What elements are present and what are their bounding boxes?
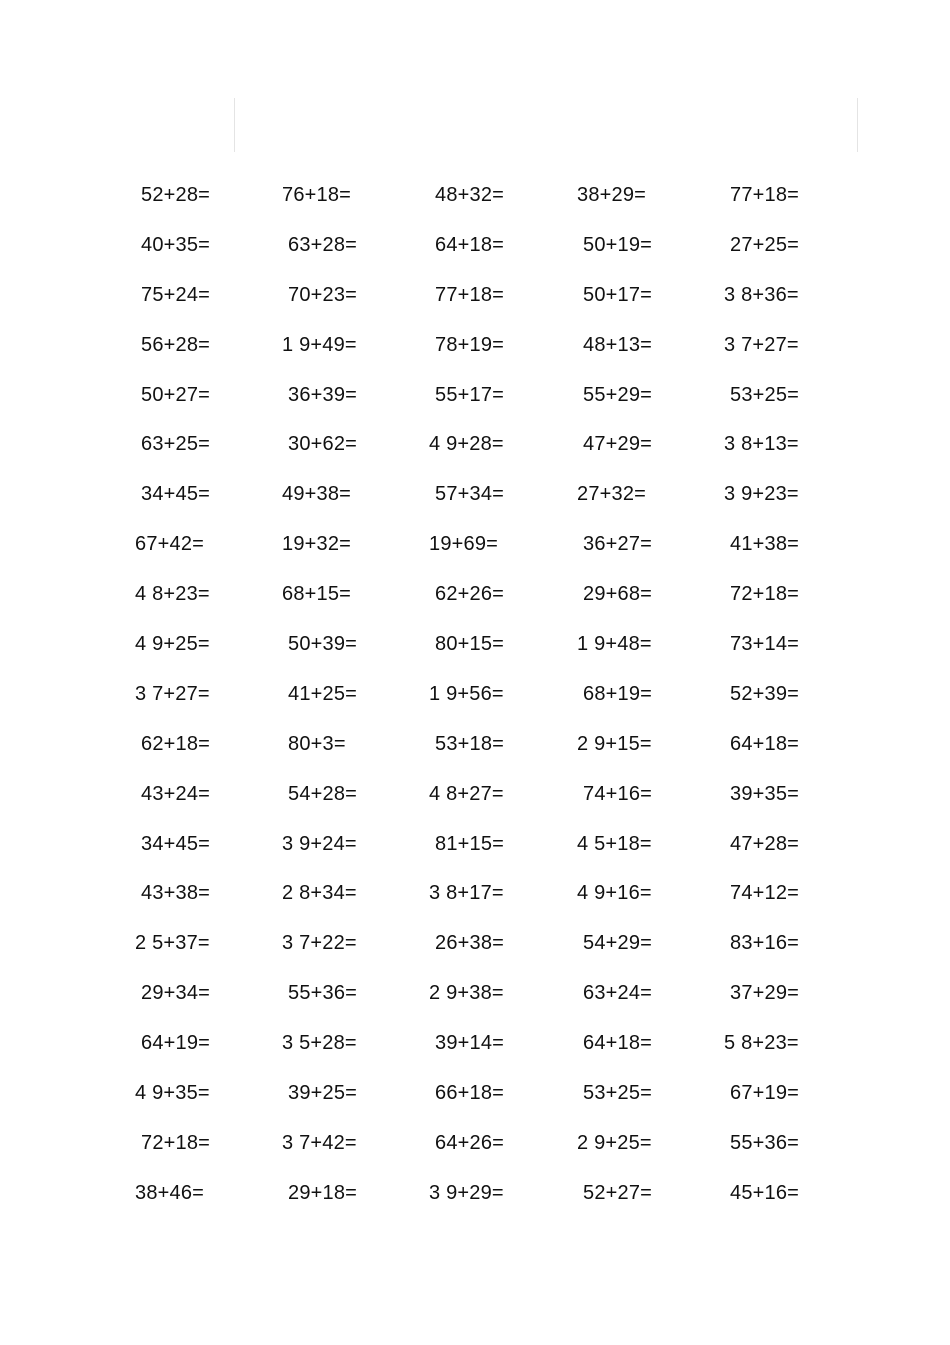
problem-row	[0, 370, 950, 420]
addition-problem: 41+38=	[730, 533, 800, 556]
addition-problem: 48+32=	[435, 184, 505, 206]
problem-row	[0, 918, 950, 968]
addition-problem: 54+28=	[288, 782, 358, 805]
addition-problem: 4 9+25=	[135, 633, 210, 656]
addition-problem: 37+29=	[730, 982, 800, 1005]
addition-problem: 67+42=	[135, 533, 205, 556]
addition-problem: 19+69=	[429, 533, 499, 556]
addition-problem: 5 8+23=	[724, 1032, 799, 1055]
addition-problem: 3 7+42=	[282, 1131, 357, 1154]
addition-problem: 2 5+37=	[135, 932, 210, 955]
problem-row	[0, 719, 950, 769]
problem-row	[0, 1018, 950, 1068]
addition-problem: 45+16=	[730, 1181, 800, 1204]
addition-problem: 70+23=	[288, 283, 358, 306]
addition-problem: 80+15=	[435, 633, 505, 656]
addition-problem: 64+18=	[730, 732, 800, 755]
addition-problem: 3 5+28=	[282, 1032, 357, 1055]
addition-worksheet	[0, 170, 950, 1218]
addition-problem: 30+62=	[288, 433, 358, 456]
addition-problem: 48+13=	[583, 333, 653, 356]
addition-problem: 3 8+36=	[724, 283, 799, 306]
problem-row	[0, 519, 950, 569]
addition-problem: 62+18=	[141, 732, 211, 755]
addition-problem: 43+24=	[141, 782, 211, 805]
addition-problem: 63+25=	[141, 433, 211, 456]
addition-problem: 68+19=	[583, 682, 653, 705]
problem-row	[0, 220, 950, 270]
addition-problem: 3 8+13=	[724, 433, 799, 456]
addition-problem: 78+19=	[435, 333, 505, 356]
addition-problem: 80+3=	[288, 732, 346, 755]
addition-problem: 1 9+49=	[282, 333, 357, 356]
addition-problem: 49+38=	[282, 483, 352, 506]
addition-problem: 72+18=	[730, 583, 800, 606]
addition-problem: 64+18=	[435, 233, 505, 256]
addition-problem: 77+18=	[435, 283, 505, 306]
addition-problem: 4 8+23=	[135, 583, 210, 606]
addition-problem: 2 9+25=	[577, 1131, 652, 1154]
addition-problem: 52+39=	[730, 682, 800, 705]
addition-problem: 72+18=	[141, 1131, 211, 1154]
addition-problem: 76+18=	[282, 184, 352, 206]
addition-problem: 2 8+34=	[282, 882, 357, 905]
addition-problem: 3 7+27=	[135, 682, 210, 705]
addition-problem: 56+28=	[141, 333, 211, 356]
addition-problem: 38+46=	[135, 1181, 205, 1204]
addition-problem: 4 5+18=	[577, 832, 652, 855]
problem-row	[0, 569, 950, 619]
addition-problem: 62+26=	[435, 583, 505, 606]
addition-problem: 73+14=	[730, 633, 800, 656]
addition-problem: 66+18=	[435, 1082, 505, 1105]
addition-problem: 68+15=	[282, 583, 352, 606]
addition-problem: 4 9+28=	[429, 433, 504, 456]
problem-row	[0, 669, 950, 719]
addition-problem: 81+15=	[435, 832, 505, 855]
addition-problem: 29+34=	[141, 982, 211, 1005]
addition-problem: 1 9+48=	[577, 633, 652, 656]
addition-problem: 2 9+38=	[429, 982, 504, 1005]
addition-problem: 3 8+17=	[429, 882, 504, 905]
problem-row	[0, 170, 950, 220]
addition-problem: 26+38=	[435, 932, 505, 955]
addition-problem: 34+45=	[141, 832, 211, 855]
problem-row	[0, 419, 950, 469]
addition-problem: 3 9+29=	[429, 1181, 504, 1204]
addition-problem: 64+26=	[435, 1131, 505, 1154]
addition-problem: 77+18=	[730, 184, 800, 206]
addition-problem: 55+36=	[730, 1131, 800, 1154]
addition-problem: 47+28=	[730, 832, 800, 855]
addition-problem: 34+45=	[141, 483, 211, 506]
addition-problem: 29+68=	[583, 583, 653, 606]
problem-row	[0, 819, 950, 869]
addition-problem: 38+29=	[577, 184, 647, 206]
addition-problem: 54+29=	[583, 932, 653, 955]
problem-row	[0, 1168, 950, 1218]
problem-row	[0, 320, 950, 370]
problem-row	[0, 968, 950, 1018]
addition-problem: 74+12=	[730, 882, 800, 905]
addition-problem: 55+29=	[583, 383, 653, 406]
addition-problem: 57+34=	[435, 483, 505, 506]
addition-problem: 63+28=	[288, 233, 358, 256]
addition-problem: 63+24=	[583, 982, 653, 1005]
addition-problem: 75+24=	[141, 283, 211, 306]
addition-problem: 55+17=	[435, 383, 505, 406]
addition-problem: 29+18=	[288, 1181, 358, 1204]
problem-row	[0, 270, 950, 320]
addition-problem: 40+35=	[141, 233, 211, 256]
addition-problem: 67+19=	[730, 1082, 800, 1105]
addition-problem: 3 9+24=	[282, 832, 357, 855]
addition-problem: 83+16=	[730, 932, 800, 955]
addition-problem: 53+25=	[583, 1082, 653, 1105]
addition-problem: 74+16=	[583, 782, 653, 805]
addition-problem: 4 9+16=	[577, 882, 652, 905]
problem-row	[0, 769, 950, 819]
addition-problem: 50+27=	[141, 383, 211, 406]
addition-problem: 2 9+15=	[577, 732, 652, 755]
addition-problem: 36+39=	[288, 383, 358, 406]
column-guide-line	[234, 98, 235, 152]
problem-row	[0, 1068, 950, 1118]
addition-problem: 4 8+27=	[429, 782, 504, 805]
addition-problem: 4 9+35=	[135, 1082, 210, 1105]
addition-problem: 19+32=	[282, 533, 352, 556]
addition-problem: 3 9+23=	[724, 483, 799, 506]
addition-problem: 1 9+56=	[429, 682, 504, 705]
column-guide-line	[857, 98, 858, 152]
addition-problem: 27+32=	[577, 483, 647, 506]
addition-problem: 39+14=	[435, 1032, 505, 1055]
addition-problem: 39+25=	[288, 1082, 358, 1105]
addition-problem: 52+27=	[583, 1181, 653, 1204]
problem-row	[0, 469, 950, 519]
addition-problem: 41+25=	[288, 682, 358, 705]
addition-problem: 3 7+27=	[724, 333, 799, 356]
problem-row	[0, 619, 950, 669]
addition-problem: 64+18=	[583, 1032, 653, 1055]
problem-row	[0, 868, 950, 918]
addition-problem: 50+19=	[583, 233, 653, 256]
addition-problem: 50+39=	[288, 633, 358, 656]
addition-problem: 64+19=	[141, 1032, 211, 1055]
problem-row	[0, 1118, 950, 1168]
addition-problem: 39+35=	[730, 782, 800, 805]
addition-problem: 53+18=	[435, 732, 505, 755]
addition-problem: 50+17=	[583, 283, 653, 306]
addition-problem: 3 7+22=	[282, 932, 357, 955]
addition-problem: 47+29=	[583, 433, 653, 456]
addition-problem: 43+38=	[141, 882, 211, 905]
addition-problem: 55+36=	[288, 982, 358, 1005]
addition-problem: 36+27=	[583, 533, 653, 556]
addition-problem: 27+25=	[730, 233, 800, 256]
addition-problem: 53+25=	[730, 383, 800, 406]
addition-problem: 52+28=	[141, 184, 211, 206]
